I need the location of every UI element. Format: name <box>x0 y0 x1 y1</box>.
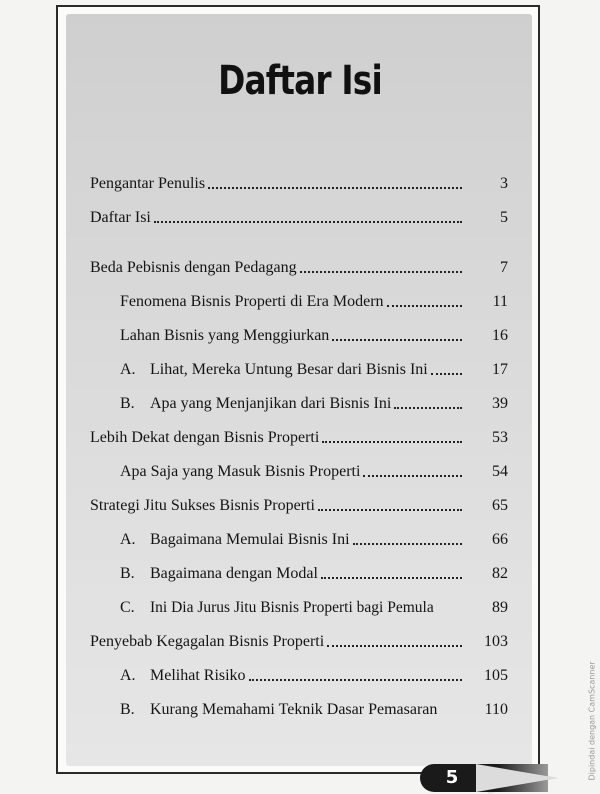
toc-entry-text: Lebih Dekat dengan Bisnis Properti <box>90 429 320 446</box>
toc-entry-text: Strategi Jitu Sukses Bisnis Properti <box>90 497 315 514</box>
toc-entry-text: Fenomena Bisnis Properti di Era Modern <box>120 293 384 310</box>
page-title: Daftar Isi <box>218 58 382 104</box>
toc-page-number: 89 <box>492 599 508 616</box>
dot-leader <box>321 577 462 579</box>
dot-leader <box>208 187 462 189</box>
toc-entry <box>90 388 508 414</box>
toc-page-number: 39 <box>492 395 508 412</box>
toc-entry <box>90 660 508 686</box>
toc-entry-text: Bagaimana dengan Modal <box>150 565 318 582</box>
toc-entry <box>90 626 508 652</box>
page-number: 5 <box>445 767 459 788</box>
toc-entry <box>90 592 508 618</box>
toc-entry <box>90 168 508 194</box>
toc-entry-letter: B. <box>120 701 135 718</box>
toc-entry-text: Melihat Risiko <box>150 667 246 684</box>
toc-entry <box>90 456 508 482</box>
toc-page-number: 16 <box>492 327 508 344</box>
toc-page-number: 65 <box>492 497 508 514</box>
toc-entry-letter: A. <box>120 531 136 548</box>
dot-leader <box>154 221 462 223</box>
toc-entry-text: Daftar Isi <box>90 209 151 226</box>
dot-leader <box>394 407 462 409</box>
dot-leader <box>353 543 462 545</box>
toc-entry <box>90 202 508 228</box>
toc-page-number: 7 <box>500 259 508 276</box>
toc-page-number: 110 <box>484 701 508 718</box>
toc-entry-text: Bagaimana Memulai Bisnis Ini <box>150 531 350 548</box>
dot-leader <box>327 645 462 647</box>
toc-entry-text: Penyebab Kegagalan Bisnis Properti <box>90 633 325 650</box>
toc-page-number: 105 <box>484 667 508 684</box>
toc-entry <box>90 490 508 516</box>
toc-entry-text: Ini Dia Jurus Jitu Bisnis Properti bagi Pemula <box>150 599 434 616</box>
dot-leader <box>322 441 462 443</box>
dot-leader <box>249 679 462 681</box>
toc-page-number: 82 <box>492 565 508 582</box>
toc-entry <box>90 694 508 720</box>
toc-page-number: 53 <box>492 429 508 446</box>
toc-entry-letter: A. <box>120 667 136 684</box>
dot-leader <box>332 339 462 341</box>
toc-page-number: 103 <box>484 633 508 650</box>
toc-entry <box>90 252 508 278</box>
toc-entry <box>90 558 508 584</box>
dot-leader <box>300 271 462 273</box>
toc-entry <box>90 320 508 346</box>
toc-entry-text: Pengantar Penulis <box>90 175 206 192</box>
dot-leader <box>363 475 462 477</box>
toc-entry <box>90 354 508 380</box>
toc-entry-letter: A. <box>120 361 136 378</box>
scanner-watermark <box>578 660 598 790</box>
toc-page-number: 66 <box>492 531 508 548</box>
toc-entry-text: Apa Saja yang Masuk Bisnis Properti <box>120 463 361 480</box>
toc-entry <box>90 422 508 448</box>
toc-entry-letter: B. <box>120 395 135 412</box>
toc-entry-text: Apa yang Menjanjikan dari Bisnis Ini <box>150 395 392 412</box>
toc-page-number: 3 <box>500 175 508 192</box>
toc-entry-text: Lahan Bisnis yang Menggiurkan <box>120 327 330 344</box>
toc-page-number: 54 <box>492 463 508 480</box>
toc-entry <box>90 524 508 550</box>
toc-entry-text: Kurang Memahami Teknik Dasar Pemasaran <box>150 701 438 718</box>
arrow-icon <box>476 764 558 792</box>
toc-entry-letter: C. <box>120 599 135 616</box>
toc-entry-letter: B. <box>120 565 135 582</box>
toc-entry <box>90 286 508 312</box>
dot-leader <box>431 373 462 375</box>
watermark-text: Dipindai dengan CamScanner <box>587 661 597 781</box>
toc-page-number: 5 <box>500 209 508 226</box>
dot-leader <box>318 509 462 511</box>
toc-entry-text: Beda Pebisnis dengan Pedagang <box>90 259 297 276</box>
toc-page-number: 11 <box>492 293 508 310</box>
toc-entry-text: Lihat, Mereka Untung Besar dari Bisnis Ini <box>150 361 428 378</box>
dot-leader <box>387 305 462 307</box>
toc-page-number: 17 <box>492 361 508 378</box>
